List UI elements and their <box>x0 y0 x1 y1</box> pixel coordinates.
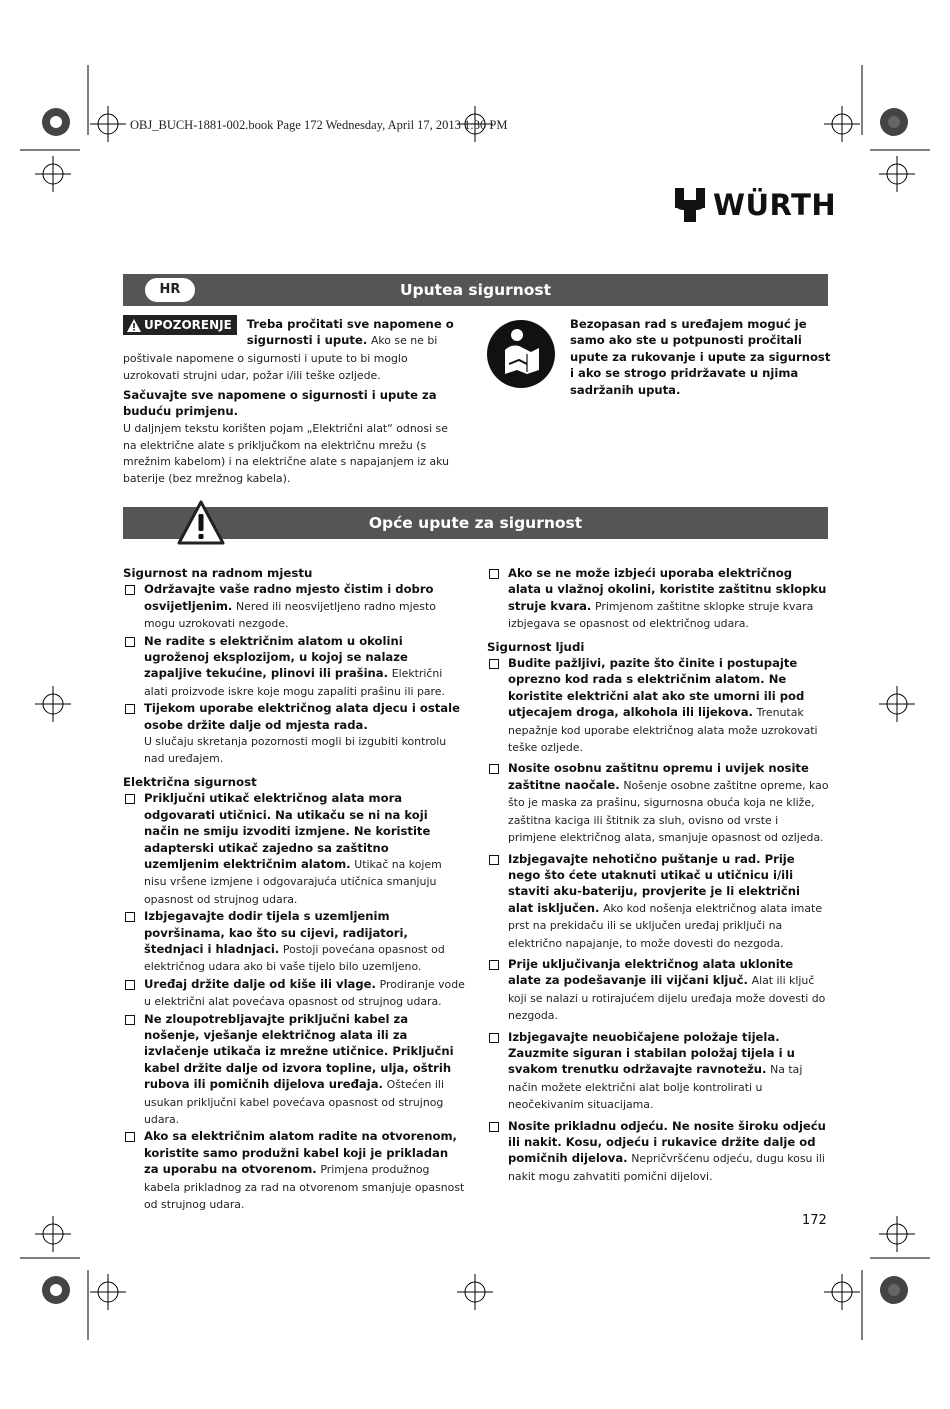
wurth-logo <box>675 186 836 224</box>
list-item: Tijekom uporabe električnog alata djecu i ostale osobe držite dalje od mjesta rada. U slučaju skretanja pozornosti mogli bi izgubiti kontrolu nad uređajem. <box>123 700 465 768</box>
crosshair-icon <box>35 686 71 722</box>
logo-text: WÜRTH <box>713 188 837 222</box>
list-item: Održavajte vaše radno mjesto čistim i dobro osvijetljenim. Nered ili neosvijetljeno radno mjesto mogu uzrokovati nezgode. <box>123 581 465 632</box>
checkbox-bullet-icon <box>489 569 499 579</box>
checkbox-bullet-icon <box>125 912 135 922</box>
checkbox-bullet-icon <box>125 704 135 714</box>
warning-bold: Treba pročitati sve napomene o sigurnosti i upute. <box>246 317 454 348</box>
checkbox-bullet-icon <box>125 637 135 647</box>
sunburst-mark-icon <box>880 1276 908 1304</box>
list-item: Priključni utikač električnog alata mora odgovarati utičnici. Na utikaču se ni na koji način ne smiju izvoditi izmjene. Ne koristite adapterski utikač zajedno sa zaštitno uzemljenim električnim alatom. Utikač na kojem nisu vršene izmjene i odgovarajuća utičnica smanjuju opasnost od strujnog udara. <box>123 790 465 908</box>
page-number: 172 <box>802 1213 827 1228</box>
heading-personal-safety: Sigurnost ljudi <box>487 639 585 654</box>
crosshair-icon <box>35 156 71 192</box>
list-item: Ako se ne može izbjeći uporaba električnog alata u vlažnoj okolini, koristite zaštitnu sklopku struje kvara. Primjenom zaštitne sklopke struje kvara izbjegava se opasnost od električnog udara. <box>487 565 829 633</box>
checkbox-bullet-icon <box>489 1033 499 1043</box>
warning-text: Ako se ne bi poštivale napomene o sigurnosti i upute to bi moglo uzrokovati strujni udar, požar i/ili teške ozljede. <box>123 334 438 383</box>
crosshair-icon <box>90 106 126 142</box>
list-item: Budite pažljivi, pazite što činite i postupajte oprezno kod rada s električnim alatom. Ne koristite električni alat ako ste umorni ili pod utjecajem droga, alkohola ili lijekova. Trenutak nepažnje kod uporabe električnog alata može uzrokovati teške ozljede. <box>487 655 829 756</box>
section-banner-2 <box>123 507 828 539</box>
heading-electrical-safety: Električna sigurnost <box>123 774 257 789</box>
list-item: Izbjegavajte dodir tijela s uzemljenim površinama, kao što su cijevi, radijatori, štednjaci i hladnjaci. Postoji povećana opasnost od električnog udara ako bi vaše tijelo bilo uzemljeno. <box>123 908 465 976</box>
sunburst-mark-icon <box>42 1276 70 1304</box>
sunburst-mark-icon <box>880 108 908 136</box>
manual-instruction: Bezopasan rad s uređajem moguć je samo ako ste u potpunosti pročitali upute za rukovanje i upute za sigurnost i ako se strogo pridržavate u njima sadržanih uputa. <box>570 317 831 397</box>
list-item: Ne zloupotrebljavajte priključni kabel za nošenje, vješanje električnog alata ili za izvlačenje utikača iz mrežne utičnice. Priključni kabel držite dalje od izvora topline, ulja, oštrih rubova ili pomičnih dijelova uređaja. Oštećen ili usukan priključni kabel povećava opasnost od strujnog udara. <box>123 1011 465 1129</box>
print-header: OBJ_BUCH-1881-002.book Page 172 Wednesday, April 17, 2013 1:30 PM <box>130 118 508 132</box>
checkbox-bullet-icon <box>125 794 135 804</box>
section-banner <box>123 274 828 306</box>
list-item: Prije uključivanja električnog alata uklonite alate za podešavanje ili vijčani ključ. Alat ili ključ koji se nalazi u rotirajućem dijelu uređaja može dovesti do nezgoda. <box>487 956 829 1025</box>
checkbox-bullet-icon <box>125 980 135 990</box>
warning-triangle-icon <box>177 500 225 546</box>
heading-workplace-safety: Sigurnost na radnom mjestu <box>123 566 313 580</box>
checkbox-bullet-icon <box>489 659 499 669</box>
list-item: Ne radite s električnim alatom u okolini ugroženoj eksplozijom, u kojoj se nalaze zapaljive tekućine, plinovi ili prašina. Električni alati proizvode iskre koje mogu zapaliti prašinu ili pare. <box>123 633 465 701</box>
sunburst-mark-icon <box>42 108 70 136</box>
crosshair-icon <box>824 106 860 142</box>
right-column <box>487 565 829 1185</box>
crosshair-icon <box>35 1216 71 1252</box>
term-definition: U daljnjem tekstu korišten pojam „Električni alat“ odnosi se na električne alate s priključkom na električnu mrežu (s mrežnim kabelom) i na električne alate s napajanjem iz aku baterije (bez mrežnog kabela). <box>123 422 450 485</box>
language-badge: HR <box>143 276 197 304</box>
list-item: Izbjegavajte nehotično puštanje u rad. Prije nego što ćete utaknuti utikač u utičnicu i/ili staviti aku-bateriju, provjerite je li električni alat isključen. Ako kod nošenja električnog alata imate prst na prekidaču ili se uključen uređaj priključi na električno napajanje, to može dovesti do nezgoda. <box>487 851 829 952</box>
crosshair-icon <box>824 1274 860 1310</box>
checkbox-bullet-icon <box>489 960 499 970</box>
checkbox-bullet-icon <box>489 764 499 774</box>
section-title: Uputea sigurnost <box>399 281 552 299</box>
crosshair-icon <box>457 1274 493 1310</box>
checkbox-bullet-icon <box>489 1122 499 1132</box>
section-title-2: Opće upute za sigurnost <box>368 514 583 532</box>
checkbox-bullet-icon <box>125 1015 135 1025</box>
keep-instructions: Sačuvajte sve napomene o sigurnosti i upute za buduću primjenu. <box>123 387 437 419</box>
left-column <box>123 565 465 1213</box>
warning-label: UPOZORENJE <box>123 315 237 335</box>
crosshair-icon <box>879 1216 915 1252</box>
intro-left <box>123 316 463 487</box>
list-item: Izbjegavajte neuobičajene položaje tijela. Zauzmite siguran i stabilan položaj tijela i u svakom trenutku održavajte ravnotežu. Na taj način možete električni alat bolje kontrolirati u neočekivanim situacijama. <box>487 1029 829 1114</box>
crosshair-icon <box>90 1274 126 1310</box>
checkbox-bullet-icon <box>125 585 135 595</box>
warning-triangle-icon <box>127 319 141 332</box>
list-item: Uređaj držite dalje od kiše ili vlage. Prodiranje vode u električni alat povećava opasnost od strujnog udara. <box>123 976 465 1011</box>
crosshair-icon <box>879 156 915 192</box>
crosshair-icon <box>879 686 915 722</box>
list-item: Ako sa električnim alatom radite na otvorenom, koristite samo produžni kabel koji je prikladan za uporabu na otvorenom. Primjena produžnog kabela prikladnog za rad na otvorenom smanjuje opasnost od strujnog udara. <box>123 1128 465 1213</box>
checkbox-bullet-icon <box>125 1132 135 1142</box>
list-item: Nosite osobnu zaštitnu opremu i uvijek nosite zaštitne naočale. Nošenje osobne zaštitne opreme, kao što je maska za prašinu, sigurnosna obuća koja ne kliže, zaštitna kaciga ili štitnik za sluh, ovisno od vrste i primjene električnog alata, smanjuje opasnost od ozljeda. <box>487 760 829 846</box>
wurth-logo-icon <box>675 188 705 222</box>
list-item: Nosite prikladnu odjeću. Ne nosite široku odjeću ili nakit. Kosu, odjeću i rukavice držite dalje od pomičnih dijelova. Nepričvršćenu odjeću, dugu kosu ili nakit mogu zahvatiti pomični dijelovi. <box>487 1118 829 1186</box>
checkbox-bullet-icon <box>489 855 499 865</box>
read-manual-icon <box>487 320 555 388</box>
